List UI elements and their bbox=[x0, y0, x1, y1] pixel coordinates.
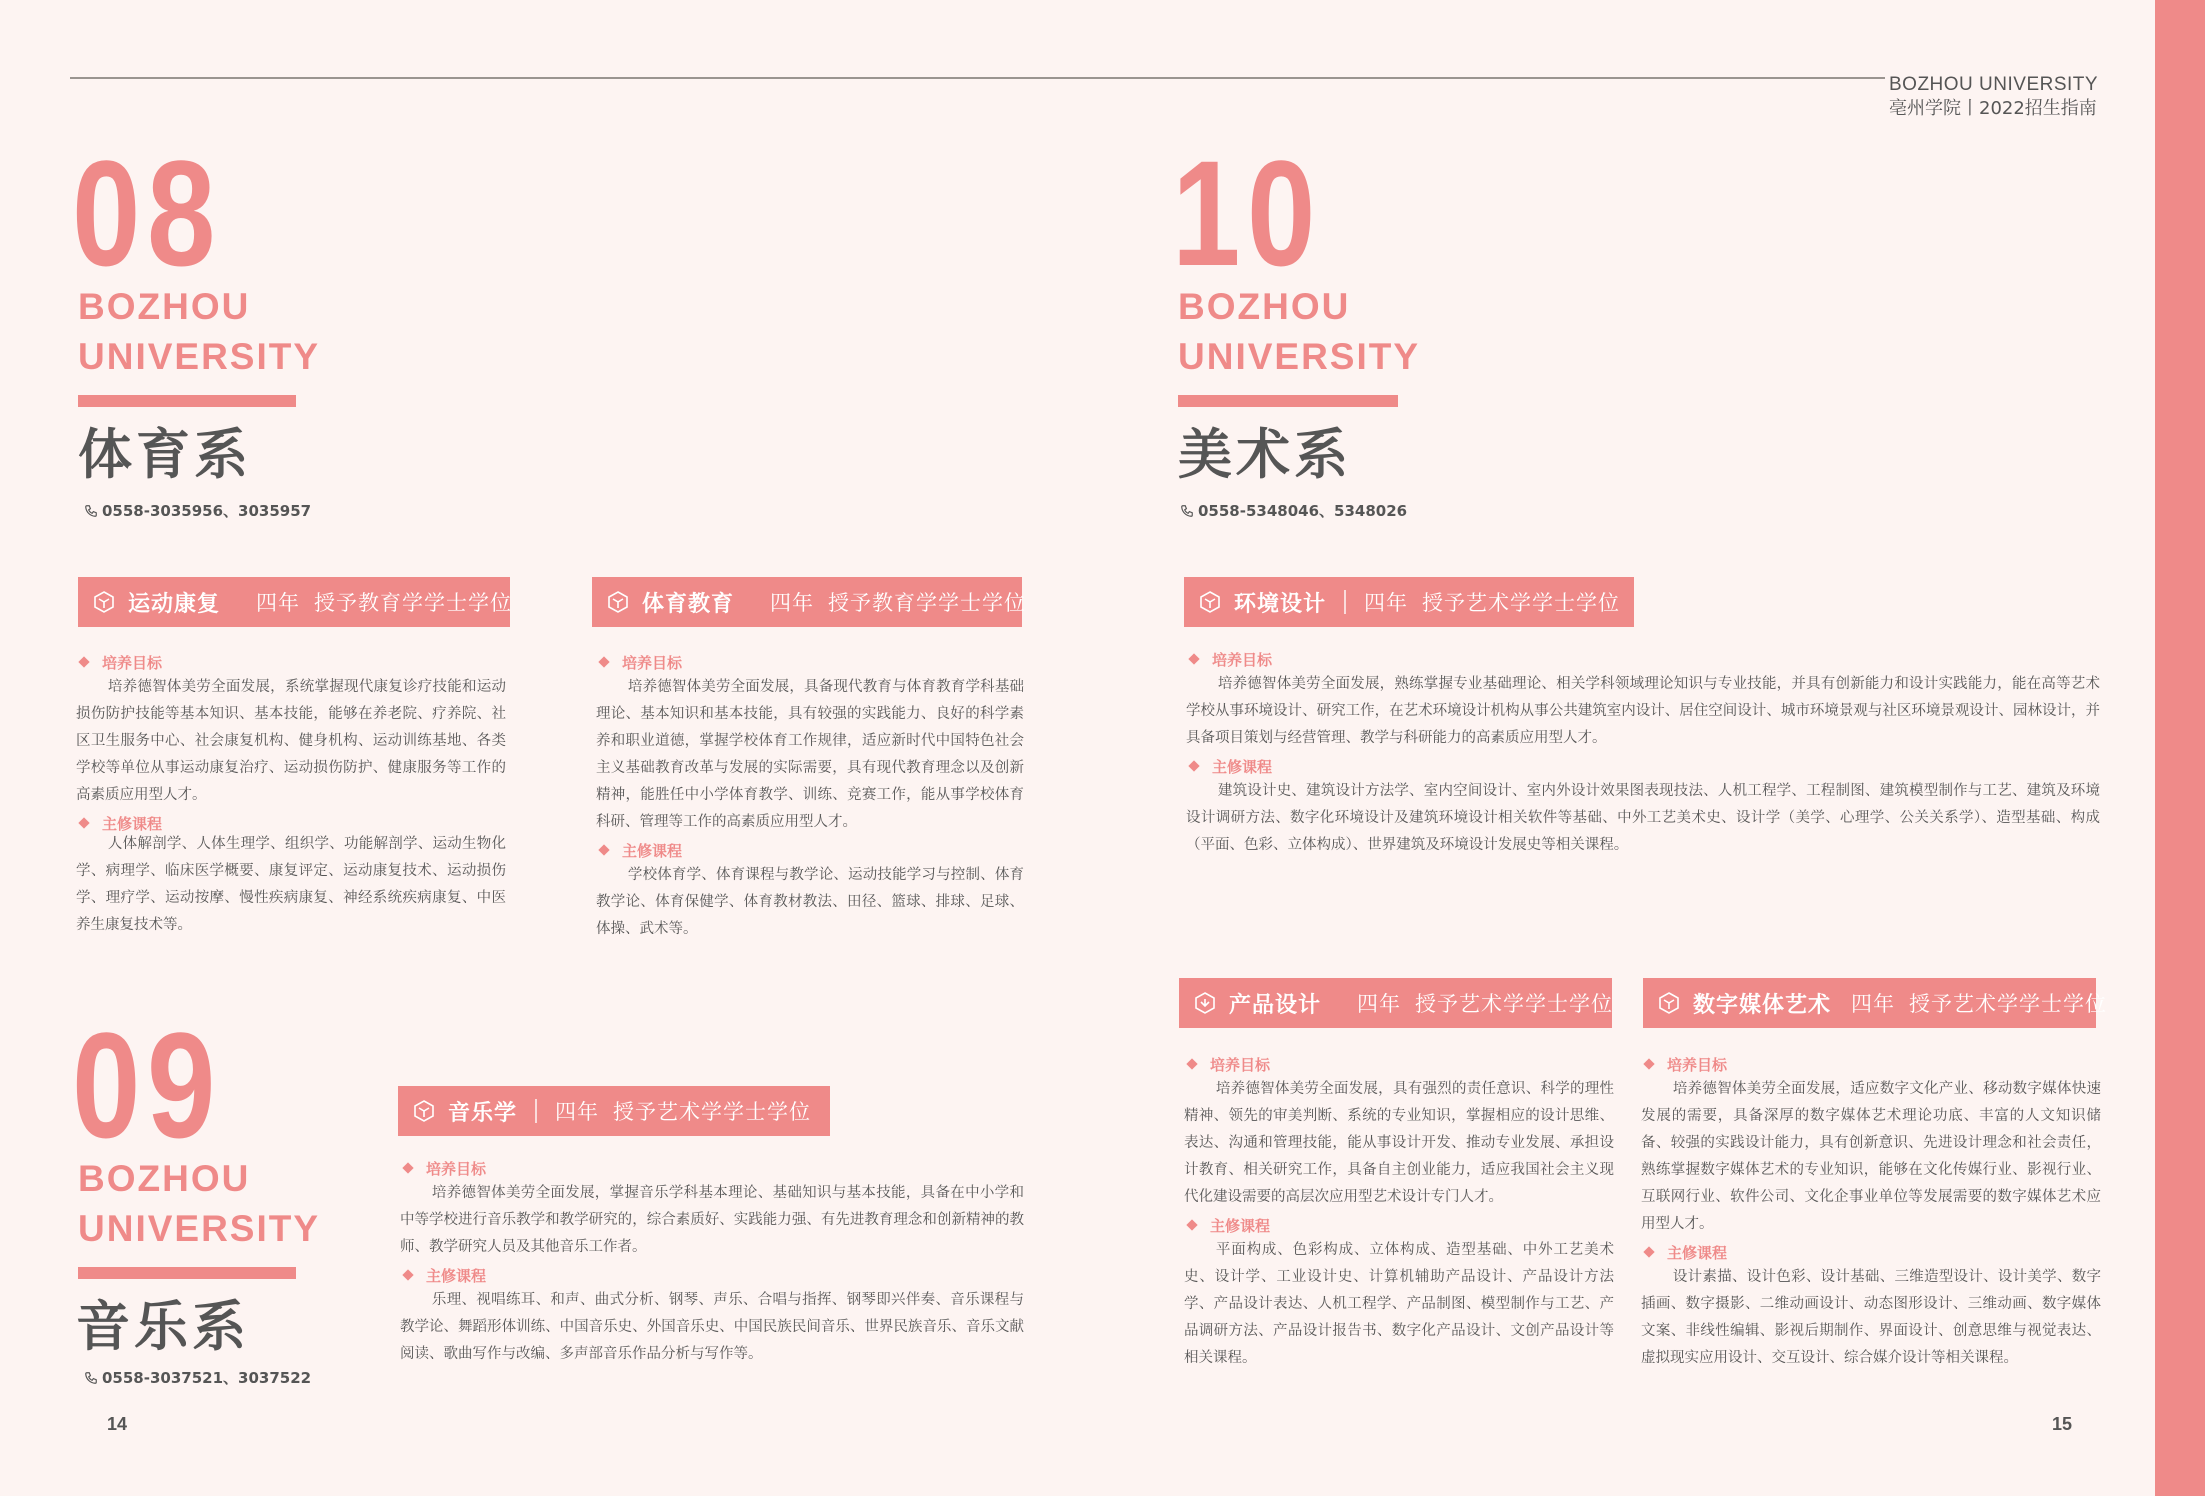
cube-icon bbox=[1657, 991, 1681, 1015]
university-line2: UNIVERSITY bbox=[78, 1208, 321, 1249]
dept-10-university bbox=[1178, 282, 1420, 382]
major-name: 环境设计 bbox=[1234, 591, 1327, 617]
major-degree: 授予艺术学学士学位 bbox=[1909, 992, 2108, 1016]
courses-label: 主修课程 bbox=[1212, 757, 1273, 776]
courses-heading bbox=[400, 1263, 1024, 1287]
header-title-en: BOZHOU UNIVERSITY bbox=[1889, 74, 2099, 95]
goal-text: 培养德智体美劳全面发展，系统掌握现代康复诊疗技能和运动损伤防护技能等基本知识、基本技能，能够在养老院、疗养院、社区卫生服务中心、社会康复机构、健身机构、运动训练基地、各类学校等单位从事运动康复治疗、运动损伤防护、健康服务等工作的高素质应用型人才。 bbox=[76, 679, 506, 803]
diamond-bullet-icon bbox=[1643, 1246, 1654, 1257]
courses-text: 设计素描、设计色彩、设计基础、三维造型设计、设计美学、数字插画、数字摄影、二维动画设计、动态图形设计、三维动画、数字媒体文案、非线性编辑、影视后期制作、界面设计、创意思维与视觉表达、虚拟现实应用设计、交互设计、综合媒介设计等相关课程。 bbox=[1641, 1269, 2101, 1366]
goal-label: 培养目标 bbox=[102, 653, 163, 672]
major-years: 四年 bbox=[770, 591, 815, 615]
goal-text: 培养德智体美劳全面发展，适应数字文化产业、移动数字媒体快速发展的需要，具备深厚的数字媒体艺术理论功底、丰富的人文知识储备、较强的实践设计能力，具有创新意识、先进设计理念和社会责任，熟练掌握数字媒体艺术的专业知识，能够在文化传媒行业、影视行业、互联网行业、软件公司、文化企事业单位等发展需要的数字媒体艺术应用型人才。 bbox=[1641, 1081, 2101, 1232]
goal-label: 培养目标 bbox=[1210, 1055, 1271, 1074]
courses-label: 主修课程 bbox=[1667, 1243, 1728, 1262]
courses-text: 人体解剖学、人体生理学、组织学、功能解剖学、运动生物化学、病理学、临床医学概要、康复评定、运动康复技术、运动损伤学、理疗学、运动按摩、慢性疾病康复、神经系统疾病康复、中医养生康复技术等。 bbox=[76, 836, 506, 933]
major-body-rehab bbox=[76, 650, 506, 939]
courses-heading bbox=[596, 838, 1024, 862]
dept-title: 美术系 bbox=[1178, 423, 1352, 486]
goal-label: 培养目标 bbox=[1212, 650, 1273, 669]
major-band-pe bbox=[592, 577, 1027, 627]
courses-label: 主修课程 bbox=[622, 841, 683, 860]
dept-09-block bbox=[72, 1001, 255, 1169]
courses-heading bbox=[1641, 1240, 2101, 1264]
cube-icon bbox=[1193, 991, 1217, 1015]
major-name: 体育教育 bbox=[642, 591, 735, 617]
major-degree: 授予艺术学学士学位 bbox=[613, 1100, 812, 1124]
goal-label: 培养目标 bbox=[1667, 1055, 1728, 1074]
courses-label: 主修课程 bbox=[1210, 1216, 1271, 1235]
title-underline bbox=[78, 1267, 296, 1279]
cube-icon bbox=[92, 590, 116, 614]
cube-icon bbox=[606, 590, 630, 614]
major-degree: 授予教育学学士学位 bbox=[828, 591, 1027, 615]
major-degree: 授予教育学学士学位 bbox=[314, 591, 513, 615]
major-years: 四年 bbox=[1851, 992, 1896, 1016]
diamond-bullet-icon bbox=[1186, 1219, 1197, 1230]
major-name: 音乐学 bbox=[448, 1100, 518, 1126]
diamond-bullet-icon bbox=[598, 844, 609, 855]
dept-09-university bbox=[78, 1154, 320, 1254]
major-band-env bbox=[1184, 577, 1634, 627]
dept-phone bbox=[84, 500, 311, 521]
page-number-right: 15 bbox=[2052, 1414, 2073, 1434]
dept-08-block bbox=[72, 129, 255, 297]
goal-text: 培养德智体美劳全面发展，熟练掌握专业基础理论、相关学科领域理论知识与专业技能，并具有创新能力和设计实践能力，能在高等艺术学校从事环境设计、研究工作，在艺术环境设计机构从事公共建筑室内设计、居住空间设计、城市环境景观与社区环境景观设计、园林设计，并具备项目策划与经营管理、教学与科研能力的高素质应用型人才。 bbox=[1186, 676, 2100, 746]
major-body-digital-media bbox=[1641, 1052, 2101, 1372]
diamond-bullet-icon bbox=[402, 1269, 413, 1280]
major-years: 四年 bbox=[256, 591, 301, 615]
dept-10-block bbox=[1172, 129, 1355, 297]
diamond-bullet-icon bbox=[1186, 1058, 1197, 1069]
diamond-bullet-icon bbox=[1188, 760, 1199, 771]
goal-heading bbox=[1186, 647, 2100, 671]
goal-heading bbox=[1641, 1052, 2101, 1076]
major-name: 运动康复 bbox=[128, 591, 221, 617]
phone-icon bbox=[84, 504, 98, 518]
goal-heading bbox=[76, 650, 506, 674]
header-title-zh: 亳州学院丨2022招生指南 bbox=[1889, 98, 2097, 119]
phone-icon bbox=[1180, 504, 1194, 518]
dept-08-university bbox=[78, 282, 320, 382]
major-degree: 授予艺术学学士学位 bbox=[1422, 591, 1621, 615]
phone-number: 0558-3035956、3035957 bbox=[102, 502, 312, 520]
university-line1: BOZHOU bbox=[78, 286, 251, 327]
major-body-env bbox=[1186, 647, 2100, 859]
title-underline bbox=[1178, 395, 1398, 407]
goal-text: 培养德智体美劳全面发展，具有强烈的责任意识、科学的理性精神、领先的审美判断、系统的专业知识，掌握相应的设计思维、表达、沟通和管理技能，能从事设计开发、推动专业发展、承担设计教育、相关研究工作，具备自主创业能力，适应我国社会主义现代化建设需要的高层次应用型艺术设计专门人才。 bbox=[1184, 1081, 1614, 1205]
courses-text: 平面构成、色彩构成、立体构成、造型基础、中外工艺美术史、设计学、工业设计史、计算机辅助产品设计、产品设计方法学、产品设计表达、人机工程学、产品制图、模型制作与工艺、产品调研方法、产品设计报告书、数字化产品设计、文创产品设计等相关课程。 bbox=[1184, 1242, 1614, 1366]
phone-number: 0558-5348046、5348026 bbox=[1198, 502, 1408, 520]
band-divider bbox=[535, 1099, 537, 1123]
goal-heading bbox=[400, 1156, 1024, 1180]
courses-text: 学校体育学、体育课程与教学论、运动技能学习与控制、体育教学论、体育保健学、体育教材教法、田径、篮球、排球、足球、体操、武术等。 bbox=[596, 867, 1024, 937]
university-line2: UNIVERSITY bbox=[78, 336, 321, 377]
diamond-bullet-icon bbox=[78, 817, 89, 828]
side-accent-bar bbox=[2155, 0, 2205, 1496]
university-line1: BOZHOU bbox=[1178, 286, 1351, 327]
diamond-bullet-icon bbox=[1188, 653, 1199, 664]
major-body-music bbox=[400, 1156, 1024, 1368]
major-band-music bbox=[398, 1086, 830, 1136]
major-years: 四年 bbox=[1357, 992, 1402, 1016]
major-degree: 授予艺术学学士学位 bbox=[1415, 992, 1614, 1016]
top-rule bbox=[70, 77, 1885, 79]
major-band-product bbox=[1179, 978, 1612, 1028]
goal-heading bbox=[596, 650, 1024, 674]
cube-icon bbox=[1198, 590, 1222, 614]
page-number-left: 14 bbox=[107, 1414, 128, 1434]
phone-icon bbox=[84, 1371, 98, 1385]
courses-heading bbox=[1184, 1213, 1614, 1237]
dept-title: 音乐系 bbox=[76, 1295, 250, 1358]
dept-number: 10 bbox=[1172, 129, 1322, 297]
courses-label: 主修课程 bbox=[102, 814, 163, 833]
major-body-pe bbox=[596, 650, 1024, 943]
diamond-bullet-icon bbox=[78, 656, 89, 667]
courses-label: 主修课程 bbox=[426, 1266, 487, 1285]
cube-icon bbox=[412, 1099, 436, 1123]
major-band-rehab bbox=[78, 577, 513, 627]
major-years: 四年 bbox=[555, 1100, 600, 1124]
major-band-digital-media bbox=[1643, 978, 2108, 1028]
university-line1: BOZHOU bbox=[78, 1158, 251, 1199]
dept-number: 09 bbox=[72, 1001, 222, 1169]
dept-title: 体育系 bbox=[78, 423, 252, 486]
major-years: 四年 bbox=[1364, 591, 1409, 615]
dept-phone bbox=[1180, 500, 1407, 521]
diamond-bullet-icon bbox=[1643, 1058, 1654, 1069]
title-underline bbox=[78, 395, 296, 407]
running-header bbox=[1889, 73, 2098, 121]
diamond-bullet-icon bbox=[402, 1162, 413, 1173]
major-body-product bbox=[1184, 1052, 1614, 1372]
phone-number: 0558-3037521、3037522 bbox=[102, 1369, 312, 1387]
goal-label: 培养目标 bbox=[622, 653, 683, 672]
major-name: 产品设计 bbox=[1229, 992, 1322, 1018]
goal-heading bbox=[1184, 1052, 1614, 1076]
dept-number: 08 bbox=[72, 129, 222, 297]
band-divider bbox=[1344, 590, 1346, 614]
diamond-bullet-icon bbox=[598, 656, 609, 667]
courses-text: 乐理、视唱练耳、和声、曲式分析、钢琴、声乐、合唱与指挥、钢琴即兴伴奏、音乐课程与教学论、舞蹈形体训练、中国音乐史、外国音乐史、中国民族民间音乐、世界民族音乐、音乐文献阅读、歌曲写作与改编、多声部音乐作品分析与写作等。 bbox=[400, 1292, 1024, 1362]
university-line2: UNIVERSITY bbox=[1178, 336, 1421, 377]
major-name: 数字媒体艺术 bbox=[1693, 992, 1832, 1018]
courses-heading bbox=[1186, 754, 2100, 778]
courses-text: 建筑设计史、建筑设计方法学、室内空间设计、室内外设计效果图表现技法、人机工程学、工程制图、建筑模型制作与工艺、建筑及环境设计调研方法、数字化环境设计及建筑环境设计相关软件等基础、中外工艺美术史、设计学（美学、心理学、公关关系学）、造型基础、构成（平面、色彩、立体构成）、世界建筑及环境设计发展史等相关课程。 bbox=[1186, 783, 2100, 853]
dept-phone bbox=[84, 1367, 311, 1388]
goal-text: 培养德智体美劳全面发展，具备现代教育与体育教育学科基础理论、基本知识和基本技能，具有较强的实践能力、良好的科学素养和职业道德，掌握学校体育工作规律，适应新时代中国特色社会主义基础教育改革与发展的实际需要，具有现代教育理念以及创新精神，能胜任中小学体育教学、训练、竞赛工作，能从事学校体育科研、管理等工作的高素质应用型人才。 bbox=[596, 679, 1024, 830]
goal-text: 培养德智体美劳全面发展，掌握音乐学科基本理论、基础知识与基本技能，具备在中小学和中等学校进行音乐教学和教学研究的，综合素质好、实践能力强、有先进教育理念和创新精神的教师、教学研究人员及其他音乐工作者。 bbox=[400, 1185, 1024, 1255]
goal-label: 培养目标 bbox=[426, 1159, 487, 1178]
